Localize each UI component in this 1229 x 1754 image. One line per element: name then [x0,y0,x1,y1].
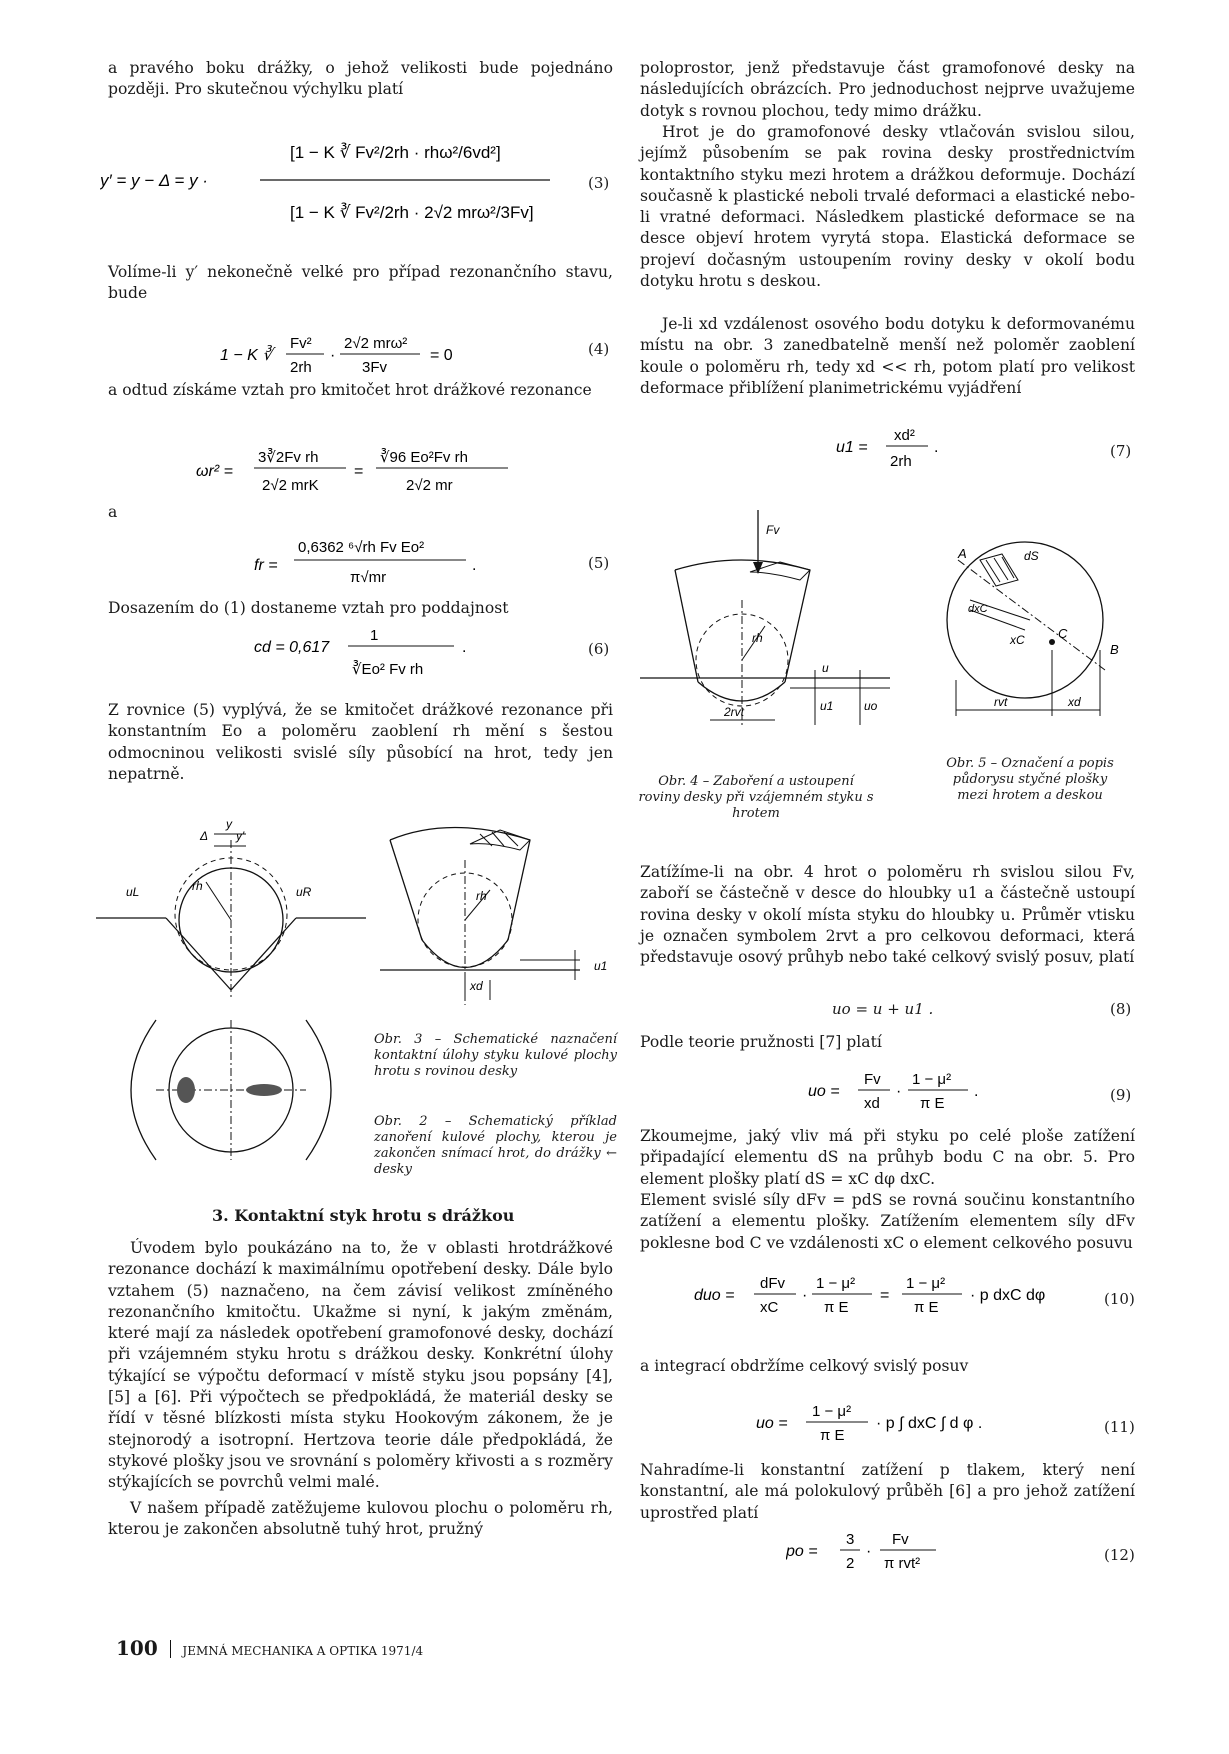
svg-text:Fv²: Fv² [290,335,312,352]
svg-text:[1 − K ∛ Fv²/2rh · 2√2 mrω²/3F: [1 − K ∛ Fv²/2rh · 2√2 mrω²/3Fv] [290,203,534,222]
equation-10 [694,1268,1104,1324]
figure-3 [380,820,620,1010]
fig4-label-2rvt: 2rvt [724,705,745,719]
equation-3 [100,120,590,260]
equation-9 [808,1064,1008,1120]
right-para-4: Zatížíme-li na obr. 4 hrot o poloměru rh svislou silou Fv, zaboří se částečně v desce do hloubky u1 a částečně ustoupí rovina desky v okolí místa styku do hloubky u. Průměr vtisku je označen symbolem 2rvt a pro celkovou deformaci, která představuje osový průhyb nebo také celkový svislý posuv, platí [640,863,1135,967]
equation-6-number: (6) [588,640,610,658]
svg-text:1 − K ∛: 1 − K ∛ [220,347,273,364]
svg-text:xC: xC [760,1299,779,1316]
fig2-label-y: y [226,817,232,831]
svg-text:Fv: Fv [864,1071,881,1088]
svg-text:y′ = y − Δ = y ·: y′ = y − Δ = y · [100,171,208,190]
svg-text:∛96 Eo²Fv rh: ∛96 Eo²Fv rh [380,449,468,466]
svg-text:·: · [330,347,336,364]
svg-text:1 − μ²: 1 − μ² [912,1071,952,1088]
svg-text:ωr² =: ωr² = [196,463,233,480]
svg-text:= 0: = 0 [430,347,453,364]
equation-11-number: (11) [1104,1418,1135,1436]
svg-text:.: . [462,639,467,656]
svg-text:[1 − K ∛ Fv²/2rh · rhω²/6vd²]: [1 − K ∛ Fv²/2rh · rhω²/6vd²] [290,143,501,162]
svg-text:1 − μ²: 1 − μ² [906,1275,946,1292]
equation-5-graphic [254,528,514,590]
svg-text:2rh: 2rh [890,453,912,470]
equation-5-number: (5) [588,554,610,572]
svg-text:3∛2Fv rh: 3∛2Fv rh [258,449,319,466]
svg-text:=: = [880,1287,890,1304]
fig4-label-u: u [822,661,829,675]
svg-text:2: 2 [846,1555,855,1572]
fig5-label-dS: dS [1024,549,1039,563]
equation-10-number: (10) [1104,1290,1135,1308]
svg-text:po =: po = [786,1543,818,1560]
equation-8: uo = u + u1 . [832,1000,934,1018]
fig4-label-uo: uo [864,699,878,713]
svg-text:xd: xd [864,1095,880,1112]
svg-text:1 − μ²: 1 − μ² [816,1275,856,1292]
caption-obr-2: Obr. 2 – Schematický příklad zanoření kulové plochy, kterou je zakončen snímací hrot, do drážky ← desky [374,1114,617,1177]
svg-text:=: = [354,463,364,480]
svg-text:2√2 mrω²: 2√2 mrω² [344,335,408,352]
caption-obr-3: Obr. 3 – Schematické naznačení kontaktní úlohy styku kulové plochy hrotu s rovinou desky [374,1032,617,1079]
svg-text:π E: π E [914,1299,939,1316]
fig2-label-yprime: y′ [236,829,245,843]
equation-12 [786,1524,986,1580]
fig5-label-A: A [958,546,967,561]
page-footer [116,1636,423,1660]
fig2-label-rh: rh [192,879,203,893]
fig5-label-dxc: dxC [968,603,988,615]
caption-obr-4: Obr. 4 – Zaboření a ustoupení roviny desky při vzájemném styku s hrotem [638,774,874,821]
svg-text:xd²: xd² [894,427,915,444]
svg-text:2√2 mr: 2√2 mr [406,477,453,494]
fig5-label-rvt: rvt [994,695,1008,709]
svg-text:π√mr: π√mr [350,569,387,586]
equation-11-graphic [756,1396,1056,1452]
left-para-3: a odtud získáme vztah pro kmitočet hrot drážkové rezonance [108,381,592,399]
fig4-label-rh: rh [752,631,763,645]
left-a: a [108,503,118,521]
fig3-label-xd: xd [470,979,483,993]
equation-11 [756,1396,1056,1452]
svg-text:π E: π E [920,1095,945,1112]
left-para-6: Úvodem bylo poukázáno na to, že v oblasti hrotdrážkové rezonance dochází k maximálnímu opotřebení desky. Dále bylo vztahem (5) naznačeno, na čem závisí velikost zmíněného rezonančního kmitočtu. Ukažme si nyní, k jakým změnám, které mají za následek opotřebení gramofonové desky, dochází při vzájemném styku hrotu s drážkou desky. Konkrétní úlohy týkající se výpočtu deformací v místě styku jsou popsány [4], [5] a [6]. Při výpočtech se předpokládá, že materiál desky se řídí v těsné blízkosti místa styku Hookovým zákonem, že je stejnorodý a isotropní. Hertzova teorie dále předpokládá, že stykové plošky jsou ve srovnání s poloměry křivosti a s rozměry stýkajících se povrchů velmi malé. [108,1239,613,1492]
svg-text:· p dxC dφ: · p dxC dφ [970,1287,1046,1304]
equation-7-graphic [836,424,966,474]
fig2-label-ur: uR [296,885,312,899]
svg-text:dFv: dFv [760,1275,786,1292]
svg-text:·: · [896,1083,902,1100]
svg-text:3Fv: 3Fv [362,359,388,376]
svg-text:2rh: 2rh [290,359,312,376]
equation-9-graphic [808,1064,1008,1120]
svg-text:2√2 mrK: 2√2 mrK [262,477,319,494]
svg-text:duo =: duo = [694,1287,735,1304]
svg-text:Fv: Fv [892,1531,909,1548]
equation-7-number: (7) [1110,442,1132,460]
right-para-7: Element svislé síly dFv = pdS se rovná součinu konstantního zatížení a elementu plošky. Zatížením elementem síly dFv poklesne bod C ve vzdálenosti xC o element celkového posuvu [640,1191,1135,1252]
right-para-2: Hrot je do gramofonové desky vtlačován svislou silou, jejímž působením se pak rovina desky prostřednictvím kontaktního styku mezi hrotem a drážkou deformuje. Dochází současně k plastické neboli trvalé deformaci a elastické nebo-li vratné deformaci. Následkem plastické deformace se na desce objeví hrotem vyrytá stopa. Elastická deformace se projeví dočasným ustoupením roviny desky v okolí bodu dotyku hrotu s deskou. [640,123,1135,291]
equation-6 [254,622,514,688]
svg-text:fr =: fr = [254,557,278,574]
equation-10-graphic [694,1268,1104,1324]
equation-4 [220,326,520,382]
svg-text:.: . [934,439,939,456]
svg-text:uo =: uo = [756,1415,788,1432]
equation-9-number: (9) [1110,1086,1132,1104]
fig5-label-B: B [1110,642,1119,657]
section-heading: 3. Kontaktní styk hrotu s drážkou [212,1206,515,1225]
caption-obr-5: Obr. 5 – Označení a popis půdorysu styčné plošky mezi hrotem a deskou [946,756,1114,803]
equation-6-graphic [254,622,514,688]
svg-text:·: · [802,1287,808,1304]
svg-text:∛Eo² Fv rh: ∛Eo² Fv rh [352,661,424,678]
equation-12-number: (12) [1104,1546,1135,1564]
fig3-label-rh: rh [476,889,487,903]
left-para-7: V našem případě zatěžujeme kulovou plochu o poloměru rh, kterou je zakončen absolutně tuhý hrot, pružný [108,1499,613,1539]
svg-text:1: 1 [370,627,379,644]
svg-text:3: 3 [846,1531,855,1548]
fig2-label-ul: uL [126,885,140,899]
fig5-label-C: C [1058,626,1068,641]
right-para-9: Nahradíme-li konstantní zatížení p tlakem, který není konstantní, ale má polokulový průběh [6] a pro jehož zatížení uprostřed platí [640,1461,1135,1522]
right-para-6: Zkoumejme, jaký vliv má při styku po celé ploše zatížení připadající elementu dS na průhyb bodu C na obr. 5. Pro element plošky platí dS = xC dφ dxC. [640,1127,1135,1188]
svg-text:π rvt²: π rvt² [884,1555,921,1572]
svg-text:cd = 0,617: cd = 0,617 [254,639,330,656]
fig5-label-xd: xd [1068,695,1081,709]
journal-name: JEMNÁ MECHANIKA A OPTIKA 1971/4 [182,1644,424,1658]
svg-text:.: . [472,557,477,574]
svg-text:1 − μ²: 1 − μ² [812,1403,852,1420]
page-number: 100 [116,1636,158,1660]
svg-text:0,6362 ⁶√rh Fv Eo²: 0,6362 ⁶√rh Fv Eo² [298,539,425,556]
right-para-5: Podle teorie pružnosti [7] platí [640,1033,882,1051]
fig2-label-delta: Δ [200,829,209,843]
fig3-label-u1: u1 [594,959,608,973]
left-para-1: a pravého boku drážky, o jehož velikosti bude pojednáno později. Pro skutečnou výchylku platí [108,59,613,99]
svg-text:.: . [974,1083,979,1100]
fig4-label-u1: u1 [820,699,834,713]
fig4-label-fv: Fv [766,523,780,537]
svg-text:· p ∫ dxC ∫ d φ .: · p ∫ dxC ∫ d φ . [876,1415,983,1432]
left-para-2: Volíme-li y′ nekonečně velké pro případ rezonančního stavu, bude [108,263,613,303]
equation-4-graphic [220,326,520,382]
equation-3-number: (3) [588,174,610,192]
equation-7 [836,424,966,474]
footer-divider [170,1640,171,1658]
svg-text:π E: π E [820,1427,845,1444]
figure-2 [96,810,376,1180]
equation-omega-graphic [196,440,536,502]
right-para-3: Je-li xd vzdálenost osového bodu dotyku k deformovanému místu na obr. 3 zanedbatelně menší než poloměr zaoblení koule o poloměru rh, tedy xd << rh, potom platí pro velikost deformace přiblížení planimetrickému vyjádření [640,315,1135,397]
fig5-label-xc: xC [1010,633,1025,647]
equation-8-number: (8) [1110,1000,1132,1018]
equation-5 [254,528,514,590]
right-para-8: a integrací obdržíme celkový svislý posuv [640,1357,969,1375]
equation-omega [196,440,536,502]
svg-text:·: · [866,1543,872,1560]
figure-5 [940,530,1120,730]
svg-text:uo =: uo = [808,1083,840,1100]
equation-4-number: (4) [588,340,610,358]
equation-3-graphic [100,120,590,260]
svg-text:u1 =: u1 = [836,439,868,456]
equation-12-graphic [786,1524,986,1580]
figure-4 [640,510,900,730]
left-para-5: Z rovnice (5) vyplývá, že se kmitočet drážkové rezonance při konstantním Eo a poloměru zaoblení rh mění s šestou odmocninou velikosti svislé síly působící na hrot, tedy jen nepatrně. [108,701,613,783]
svg-text:π E: π E [824,1299,849,1316]
right-para-1: poloprostor, jenž představuje část gramofonové desky na následujících obrázcích. Pro jednoduchost nejprve uvažujeme dotyk s rovnou plochou, tedy mimo drážku. [640,59,1135,120]
left-para-4: Dosazením do (1) dostaneme vztah pro poddajnost [108,599,509,617]
